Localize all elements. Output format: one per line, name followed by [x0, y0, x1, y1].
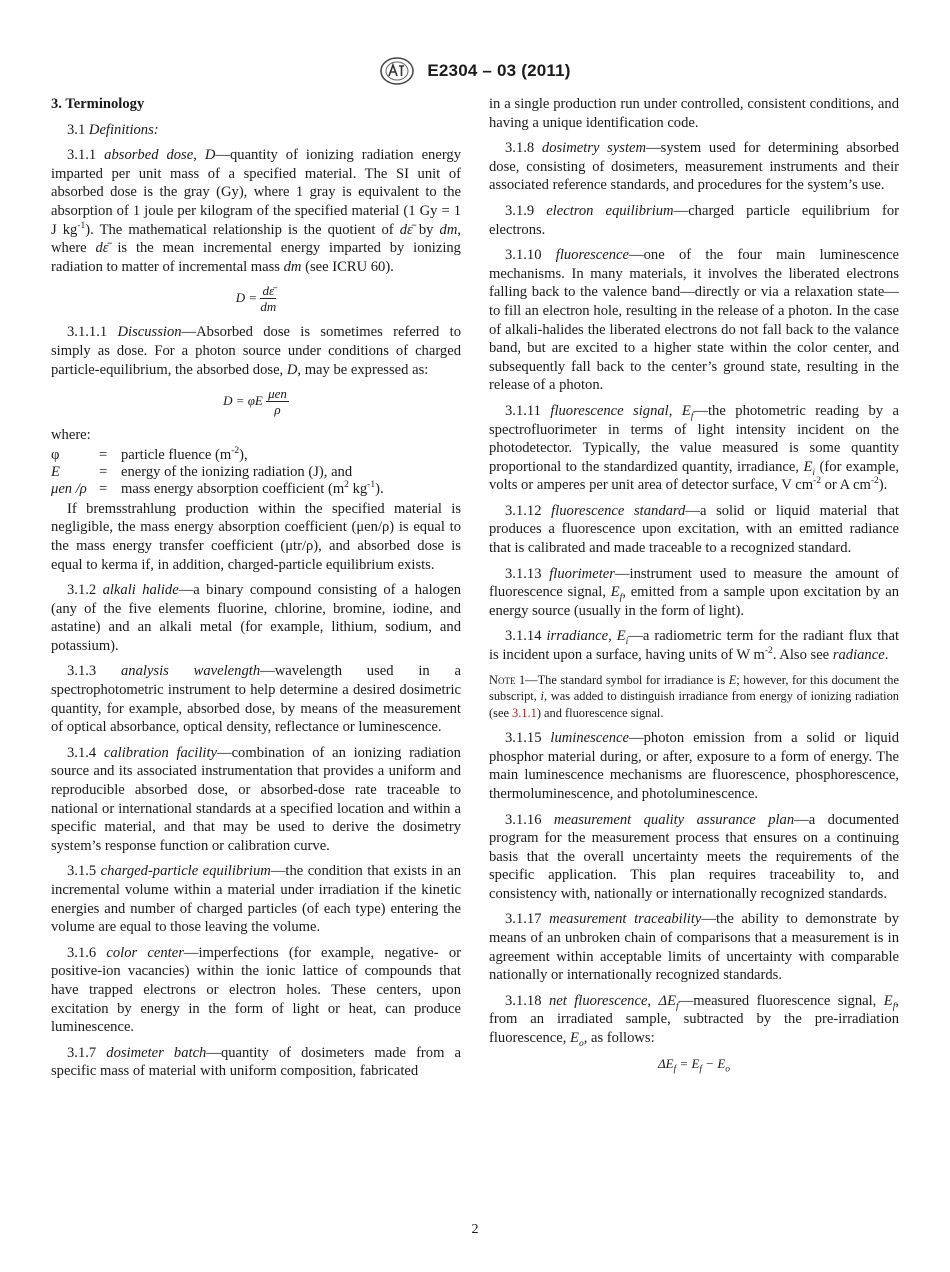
equation-photon-dose: D = φE $\frac{\text{μen}}{\rho}$ [223, 386, 287, 418]
definition-3-1-14: 3.1.14 irradiance, $E_i—a$ radiometric term for the radiant flux that is incident upon a surface, having units of W $m^{-2}$. Also see radiance. [489, 628, 899, 664]
definition-3-1-5: 3.1.5 charged-particle equilibrium—the condition that exists in an incremental volume within a material under irradiation if the kinetic energies and number of charged particles (of each type) entering the volume are equal to those leaving the volume. [51, 863, 461, 936]
section-heading: 3. Terminology [51, 96, 145, 112]
note-1: Note 1—The standard symbol for irradiance is E; however, for this document the subscript, i, was added to distinguish irradiance from energy of ionizing radiation (see 3.1.1) and fluorescence signal. [489, 672, 900, 720]
definition-3-1-17: 3.1.17 measurement traceability—the ability to demonstrate by means of an unbroken chain of comparisons that a measurement is in agreement within acceptable limits of uncertainty with comparable nationally or internationally recognized standards. [489, 911, 900, 984]
definition-3-1-11: 3.1.11 fluorescence signal, $E_f—the$ photometric reading by a spectrofluorimeter in terms of light intensity incident on the photodetector. Typically, the value measured is some quantity proportional to the standardized quantity, irradiance, $E_i$ (for example, volts or amperes per unit area of detector surface, V $cm^{-2}$ or A $cm^{-2}$). [489, 402, 899, 494]
definition-3-1: 3.1 Definitions: [67, 121, 159, 138]
page-number: 2 [471, 1222, 479, 1237]
where-label: where: [51, 427, 91, 444]
right-column [489, 95, 899, 1081]
definition-3-1-16: 3.1.16 measurement quality assurance plan—a documented program for the measurement process that ensures on a continuing basis that the overall uncertainty meets the requirements of the specific application. This plan requires traceability to, and consistency with, nationally or internationally recognized standards. [489, 811, 899, 902]
definition-3-1-7-continued: in a single production run under controlled, consistent conditions, and having a unique identification code. [489, 96, 899, 131]
equation-net-fluorescence: $\Delta E_f = E_f - E_o$ [657, 1055, 731, 1075]
definition-3-1-18: 3.1.18 net fluorescence, $\Delta E_f—measured$ fluorescence signal, $E_f$, from an irradiated sample, subtracted by the pre-irradiation fluorescence, $E_o$, as follows: [489, 992, 899, 1049]
definition-3-1-1-1: 3.1.1.1 Discussion—Absorbed dose is sometimes referred to simply as dose. For a photon source under conditions of charged particle-equilibrium, the absorbed dose, D, may be expressed as: [51, 324, 461, 378]
definition-3-1-3: 3.1.3 analysis wavelength—wavelength used in a spectrophotometric instrument to help determine a desired dosimetric quantity, for example, absorbed dose, by means of the measurement of optical absorbance, optical density, reflectance or luminescence. [51, 663, 461, 736]
definition-3-1-8: 3.1.8 dosimetry system—system used for determining absorbed dose, consisting of dosimeters, measurement instruments and their associated reference standards, and procedures for the system’s use. [489, 140, 899, 194]
definition-3-1-13: 3.1.13 fluorimeter—instrument used to measure the amount of fluorescence signal, $E_f$, emitted from a sample upon excitation by an energy source (usually in the form of light). [489, 565, 899, 619]
definition-3-1-6: 3.1.6 color center—imperfections (for example, negative- or positive-ion vacancies) within the ionic lattice of compounds that have trapped electrons or electron holes. These centers, upon excitation by energy in the form of light or heat, can produce luminescence. [51, 944, 461, 1036]
page-header [0, 56, 950, 86]
standard-number: E2304 – 03 (2011) [427, 61, 571, 80]
definition-3-1-4: 3.1.4 calibration facility—combination of an ionizing radiation source and its associated instrumentation that provides a uniform and reproducible absorbed dose, or absorbed-dose rate traceable to national or international standards at a specified location and within a specific material, and that may be used to derive the dosimetry system’s response function or calibration curve. [51, 744, 461, 854]
definition-3-1-10: 3.1.10 fluorescence—one of the four main luminescence mechanisms. In many materials, it involves the liberated electrons falling back to the valence band—directly or via a relaxation state—to fill an electron hole, resulting in the release of a photon. In the case of alkali-halides the liberated electrons do not fall back to the valance band, but are excited to a higher state within the color center, and subsequently fall back to the center’s ground state, resulting in the release of a photon. [489, 247, 899, 394]
definition-3-1-7: 3.1.7 dosimeter batch—quantity of dosimeters made from a specific mass of material with uniform composition, fabricated [51, 1044, 461, 1080]
definition-3-1-2: 3.1.2 alkali halide—a binary compound consisting of a halogen (any of the five elements fluorine, chlorine, bromine, iodine, and astatine) and an alkali metal (for example, lithium, sodium, and potassium). [51, 582, 461, 654]
equation-absorbed-dose: D = $\frac{d\varepsilon̄}{dm}$ [235, 283, 277, 315]
section-link-3-1-1[interactable]: 3.1.1 [512, 705, 537, 720]
astm-logo-icon [379, 56, 415, 86]
definition-3-1-1: 3.1.1 absorbed dose, D—quantity of ionizing radiation energy imparted per unit mass of a specified material. The SI unit of absorbed dose is the gray (Gy), where 1 gray is equivalent to the absorption of 1 joule per kilogram of the specified material (1 Gy = 1 J $kg^{-1}$). The mathematical relationship is the quotient of dε̄ by dm, where dε̄ is the mean incremental energy imparted by ionizing radiation to matter of incremental mass dm (see ICRU 60). [51, 147, 462, 275]
definition-3-1-9: 3.1.9 electron equilibrium—charged particle equilibrium for electrons. [489, 202, 899, 238]
definition-3-1-12: 3.1.12 fluorescence standard—a solid or liquid material that produces a fluorescence upon excitation, with an emitted radiance that is calibrated and made traceable to a recognized standard. [489, 502, 899, 557]
where-row: φ = particle fluence $(m^{-2})$, [51, 445, 248, 463]
where-row: E = energy of the ionizing radiation (J), and [51, 463, 353, 480]
left-column [51, 95, 461, 1088]
where-table [51, 447, 384, 498]
bremsstrahlung-paragraph: If bremsstrahlung production within the specified material is negligible, the mass energy absorption coefficient (μen/ρ) is equal to the mass energy transfer coefficient (μtr/ρ), and absorbed dose is equal to kerma if, in addition, charged-particle equilibrium exists. [51, 500, 461, 573]
definition-3-1-15: 3.1.15 luminescence—photon emission from a solid or liquid phosphor material during, or after, exposure to a form of energy. The main luminescence mechanisms are fluorescence, phosphorescence, thermoluminescence, and photoluminescence. [489, 730, 899, 802]
where-row: μen /ρ = mass energy absorption coefficient ($m^2$ $kg^{-1}$). [51, 479, 384, 497]
